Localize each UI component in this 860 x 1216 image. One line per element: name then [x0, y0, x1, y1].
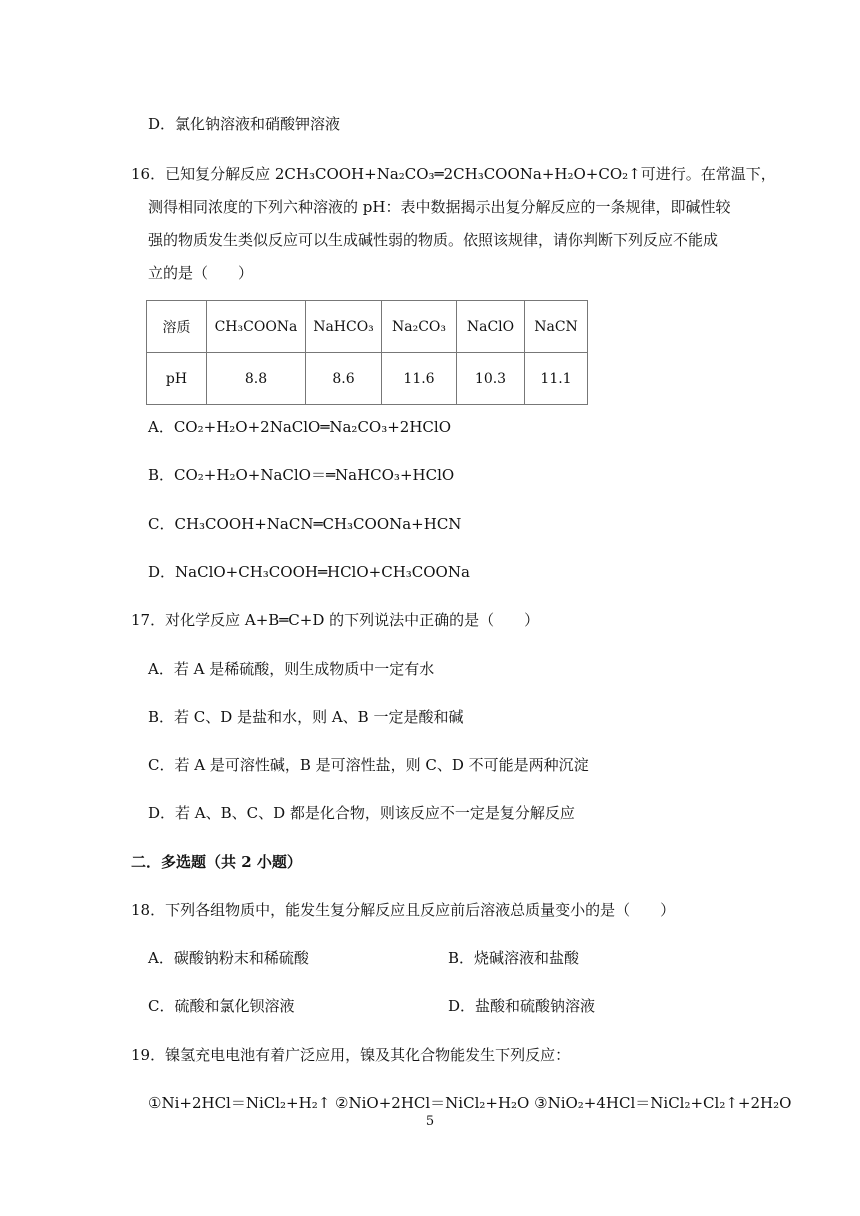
- q17-option-d: D．若 A、B、C、D 都是化合物，则该反应不一定是复分解反应: [148, 804, 575, 822]
- q19-stem: 19．镍氢充电电池有着广泛应用，镍及其化合物能发生下列反应：: [131, 1046, 571, 1064]
- page-number: 5: [425, 1114, 435, 1129]
- q16-option-d: D．NaClO+CH₃COOH═HClO+CH₃COONa: [148, 563, 470, 581]
- table-row: [147, 353, 588, 405]
- ph-table: [146, 300, 588, 405]
- q17-option-b: B．若 C、D 是盐和水，则 A、B 一定是酸和碱: [148, 708, 464, 726]
- q18-option-a: A．碳酸钠粉末和稀硫酸: [148, 949, 309, 967]
- q17-option-c: C．若 A 是可溶性碱，B 是可溶性盐，则 C、D 不可能是两种沉淀: [148, 756, 589, 774]
- q18-option-d: D．盐酸和硫酸钠溶液: [448, 997, 596, 1015]
- table-cell: 8.8: [207, 353, 306, 405]
- q16-stem-line-2: 测得相同浓度的下列六种溶液的 pH：表中数据揭示出复分解反应的一条规律，即碱性较: [148, 198, 731, 216]
- q17-option-a: A．若 A 是稀硫酸，则生成物质中一定有水: [148, 660, 435, 678]
- q18-option-b: B．烧碱溶液和盐酸: [448, 949, 580, 967]
- q15-option-d: D．氯化钠溶液和硝酸钾溶液: [148, 115, 341, 133]
- table-cell: 8.6: [306, 353, 382, 405]
- table-cell: Na₂CO₃: [382, 301, 457, 353]
- q16-stem-line-1: 16．已知复分解反应 2CH₃COOH+Na₂CO₃═2CH₃COONa+H₂O+CO₂↑可进行。在常温下，: [131, 165, 776, 183]
- table-cell: NaHCO₃: [306, 301, 382, 353]
- table-cell: NaCN: [525, 301, 588, 353]
- q17-stem: 17．对化学反应 A+B═C+D 的下列说法中正确的是（ ）: [131, 611, 540, 629]
- q16-stem-line-3: 强的物质发生类似反应可以生成碱性弱的物质。依照该规律，请你判断下列反应不能成: [148, 231, 719, 249]
- table-cell: 11.1: [525, 353, 588, 405]
- table-cell: NaClO: [457, 301, 525, 353]
- q18-stem: 18．下列各组物质中，能发生复分解反应且反应前后溶液总质量变小的是（ ）: [131, 901, 676, 919]
- table-cell: pH: [147, 353, 207, 405]
- q16-stem-line-4: 立的是（ ）: [148, 264, 254, 282]
- section-heading: 二．多选题（共 2 小题）: [131, 853, 302, 871]
- table-header-row: [147, 301, 588, 353]
- q16-option-a: A．CO₂+H₂O+2NaClO═Na₂CO₃+2HClO: [148, 418, 451, 436]
- table-cell: 10.3: [457, 353, 525, 405]
- q18-option-c: C．硫酸和氯化钡溶液: [148, 997, 295, 1015]
- table-cell: CH₃COONa: [207, 301, 306, 353]
- table-cell: 溶质: [147, 301, 207, 353]
- q16-option-c: C．CH₃COOH+NaCN═CH₃COONa+HCN: [148, 515, 462, 533]
- q19-reactions: ①Ni+2HCl＝NiCl₂+H₂↑ ②NiO+2HCl＝NiCl₂+H₂O ③NiO₂+4HCl＝NiCl₂+Cl₂↑+2H₂O: [148, 1094, 792, 1112]
- q16-option-b: B．CO₂+H₂O+NaClO＝═NaHCO₃+HClO: [148, 466, 455, 484]
- table-cell: 11.6: [382, 353, 457, 405]
